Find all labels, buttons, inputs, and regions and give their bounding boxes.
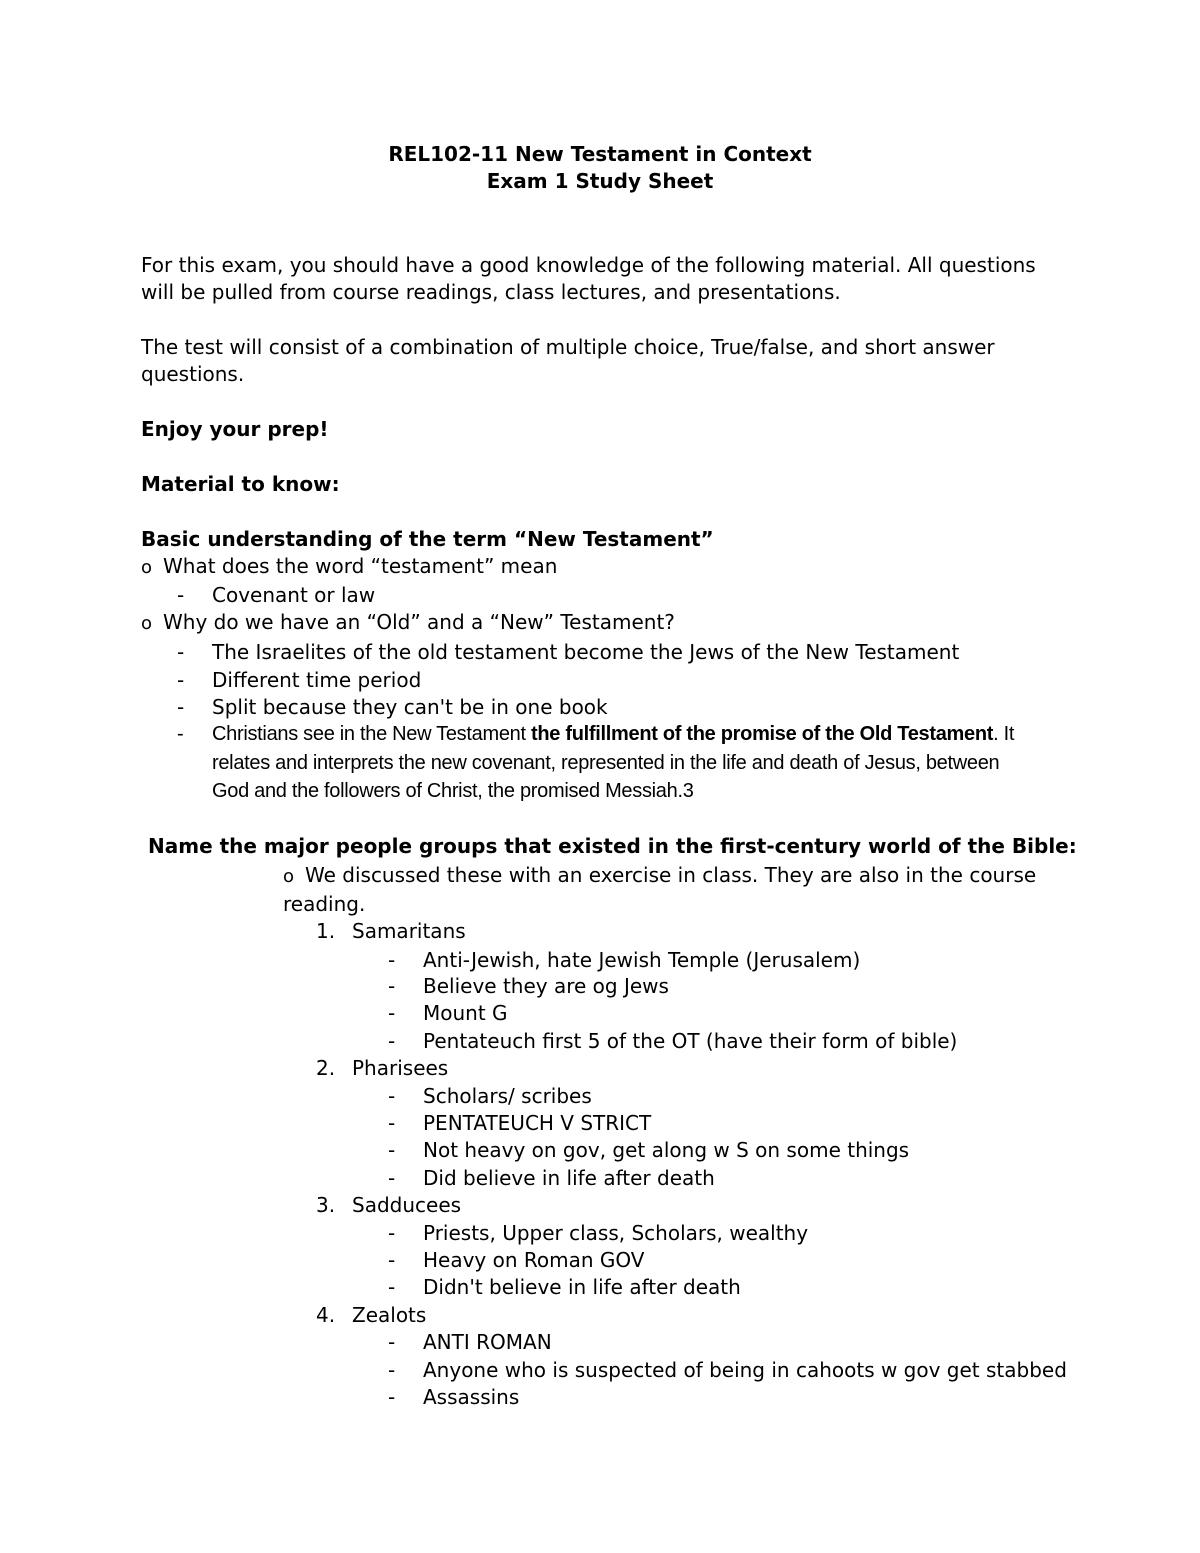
group-name: Samaritans (352, 919, 466, 943)
list-item (388, 1219, 809, 1247)
test-format-line: questions. (141, 362, 245, 386)
group-detail: ANTI ROMAN (423, 1330, 552, 1354)
list-item (177, 720, 1015, 748)
group-detail: Not heavy on gov, get along w S on some things (423, 1138, 910, 1162)
list-number: 2. (316, 1056, 336, 1080)
dash-icon: - (388, 948, 396, 972)
dash-icon: - (388, 1358, 396, 1382)
group-detail: Pentateuch first 5 of the OT (have their form of bible) (423, 1029, 958, 1053)
bullet-icon: o (283, 866, 295, 887)
answer-continuation: relates and interprets the new covenant, represented in the life and death of Jesus, between (212, 752, 1000, 774)
bullet-icon: o (141, 613, 153, 634)
list-item (177, 581, 376, 609)
list-item (388, 1328, 552, 1356)
list-item (388, 1246, 645, 1274)
list-item (388, 1027, 958, 1055)
group-detail: Heavy on Roman GOV (423, 1248, 645, 1272)
dash-icon: - (177, 668, 185, 692)
dash-icon: - (388, 1029, 396, 1053)
dash-icon: - (388, 974, 396, 998)
list-item (388, 1383, 520, 1411)
group-detail: Believe they are og Jews (423, 974, 669, 998)
list-number: 1. (316, 919, 336, 943)
question-text: Why do we have an “Old” and a “New” Testament? (163, 610, 675, 634)
group-detail: Assassins (423, 1385, 520, 1409)
answer-text: Split because they can't be in one book (212, 695, 608, 719)
dash-icon: - (388, 1138, 396, 1162)
list-item (388, 1109, 652, 1137)
list-item (388, 1356, 1067, 1384)
answer-text: Christians see in the New Testament (212, 723, 531, 745)
dash-icon: - (388, 1275, 396, 1299)
section-heading: Name the major people groups that existed in the first-century world of the Bible: (148, 834, 1077, 858)
answer-continuation: God and the followers of Christ, the promised Messiah.3 (212, 780, 694, 802)
dash-icon: - (388, 1330, 396, 1354)
list-item (141, 552, 557, 582)
dash-icon: - (388, 1248, 396, 1272)
document-subtitle: Exam 1 Study Sheet (486, 169, 714, 193)
group-item (316, 1301, 427, 1329)
group-detail: Anti-Jewish, hate Jewish Temple (Jerusalem) (423, 948, 861, 972)
group-name: Sadducees (352, 1193, 462, 1217)
intro-paragraph-line: For this exam, you should have a good knowledge of the following material. All questions (141, 253, 1036, 277)
list-item (388, 1273, 741, 1301)
list-number: 3. (316, 1193, 336, 1217)
list-item (388, 1164, 715, 1192)
group-detail: Scholars/ scribes (423, 1084, 592, 1108)
answer-text: . It (993, 723, 1015, 745)
dash-icon: - (388, 1166, 396, 1190)
dash-icon: - (388, 1385, 396, 1409)
dash-icon: - (177, 583, 185, 607)
section-heading: Basic understanding of the term “New Testament” (141, 527, 714, 551)
question-text: What does the word “testament” mean (163, 554, 558, 578)
group-detail: Didn't believe in life after death (423, 1275, 741, 1299)
group-item (316, 917, 466, 945)
dash-icon: - (388, 1084, 396, 1108)
group-name: Pharisees (352, 1056, 449, 1080)
dash-icon: - (177, 695, 185, 719)
answer-text: Covenant or law (212, 583, 376, 607)
bullet-continuation: reading. (283, 892, 366, 916)
list-item (283, 861, 1036, 891)
dash-icon: - (388, 1001, 396, 1025)
dash-icon: - (388, 1111, 396, 1135)
enjoy-text: Enjoy your prep! (141, 417, 329, 441)
list-item (177, 638, 960, 666)
dash-icon: - (388, 1221, 396, 1245)
material-heading: Material to know: (141, 472, 340, 496)
list-item (388, 972, 669, 1000)
list-item (388, 946, 861, 974)
group-detail: Mount G (423, 1001, 508, 1025)
answer-text: The Israelites of the old testament become the Jews of the New Testament (212, 640, 960, 664)
test-format-line: The test will consist of a combination of multiple choice, True/false, and short answer (141, 335, 995, 359)
list-number: 4. (316, 1303, 336, 1327)
dash-icon: - (177, 640, 185, 664)
bullet-icon: o (141, 557, 153, 578)
group-detail: Priests, Upper class, Scholars, wealthy (423, 1221, 809, 1245)
list-item (177, 693, 608, 721)
list-item (177, 666, 422, 694)
group-detail: PENTATEUCH V STRICT (423, 1111, 652, 1135)
list-item (388, 1136, 910, 1164)
list-item (388, 1082, 592, 1110)
list-item (388, 999, 508, 1027)
group-detail: Anyone who is suspected of being in cahoots w gov get stabbed (423, 1358, 1067, 1382)
group-detail: Did believe in life after death (423, 1166, 715, 1190)
intro-paragraph-line: will be pulled from course readings, class lectures, and presentations. (141, 280, 841, 304)
answer-text: Different time period (212, 668, 422, 692)
group-item (316, 1054, 449, 1082)
group-name: Zealots (352, 1303, 427, 1327)
list-item (141, 608, 675, 638)
group-item (316, 1191, 462, 1219)
dash-icon: - (177, 723, 184, 745)
emphasis-text: the fulfillment of the promise of the Old Testament (531, 723, 994, 745)
document-title: REL102-11 New Testament in Context (388, 142, 812, 166)
bullet-text: We discussed these with an exercise in class. They are also in the course (305, 863, 1037, 887)
